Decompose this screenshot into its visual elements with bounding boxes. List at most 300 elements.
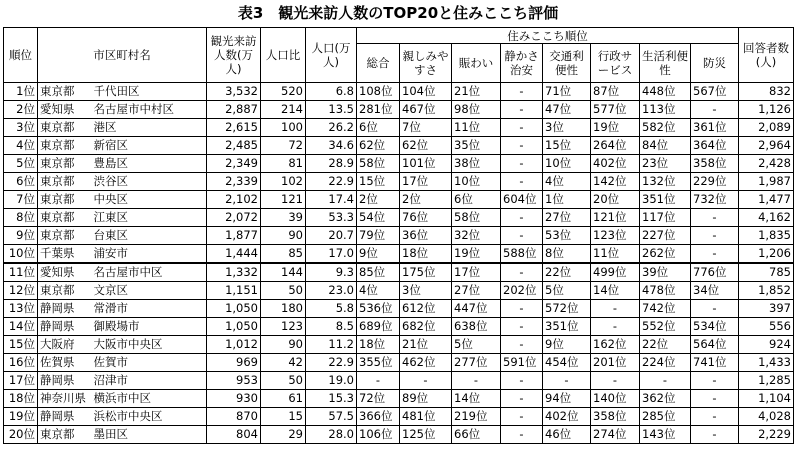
visitors-cell: 1,050 (207, 318, 261, 336)
rank-overall-cell: 689位 (357, 318, 400, 336)
rank-liveliness-cell: 447位 (452, 300, 501, 318)
rank-transport-cell: 71位 (543, 83, 591, 101)
respondents-cell: 2,964 (739, 137, 794, 155)
header-population: 人口(万人) (306, 28, 357, 83)
rank-overall-cell: 2位 (357, 191, 400, 209)
rank-transport-cell: 15位 (543, 137, 591, 155)
rank-liveliness-cell: 32位 (452, 227, 501, 245)
rank-overall-cell: - (357, 372, 400, 390)
population-cell: 15.3 (306, 390, 357, 408)
ratio-cell: 50 (261, 372, 306, 390)
rank-liveliness-cell: 10位 (452, 173, 501, 191)
rank-living-convenience-cell: 448位 (640, 83, 691, 101)
prefecture-cell: 神奈川県 (38, 390, 92, 408)
prefecture-cell: 静岡県 (38, 318, 92, 336)
respondents-cell: 1,433 (739, 354, 794, 372)
population-cell: 34.6 (306, 137, 357, 155)
ratio-cell: 50 (261, 282, 306, 300)
rank-liveliness-cell: 66位 (452, 426, 501, 444)
rank-transport-cell: 46位 (543, 426, 591, 444)
rank-transport-cell: 454位 (543, 354, 591, 372)
rank-overall-cell: 106位 (357, 426, 400, 444)
city-cell: 台東区 (92, 227, 207, 245)
population-cell: 57.5 (306, 408, 357, 426)
rank-overall-cell: 79位 (357, 227, 400, 245)
rank-liveliness-cell: 98位 (452, 101, 501, 119)
prefecture-cell: 東京都 (38, 137, 92, 155)
rank-overall-cell: 18位 (357, 336, 400, 354)
visitors-cell: 1,151 (207, 282, 261, 300)
rank-admin-service-cell: 201位 (591, 354, 640, 372)
rank-disaster-prevention-cell: 358位 (691, 155, 739, 173)
rank-quiet-safety-cell: - (501, 336, 543, 354)
rank-friendliness-cell: 101位 (400, 155, 452, 173)
city-cell: 中央区 (92, 191, 207, 209)
rank-friendliness-cell: 175位 (400, 263, 452, 282)
rank-admin-service-cell: 358位 (591, 408, 640, 426)
rank-living-convenience-cell: 143位 (640, 426, 691, 444)
rank-quiet-safety-cell: - (501, 227, 543, 245)
rank-friendliness-cell: 125位 (400, 426, 452, 444)
visitors-cell: 1,877 (207, 227, 261, 245)
header-respondents: 回答者数(人) (739, 28, 794, 83)
ratio-cell: 15 (261, 408, 306, 426)
rank-admin-service-cell: 14位 (591, 282, 640, 300)
population-cell: 28.0 (306, 426, 357, 444)
rank-living-convenience-cell: 582位 (640, 119, 691, 137)
respondents-cell: 1,126 (739, 101, 794, 119)
rank-cell: 12位 (4, 282, 38, 300)
rank-transport-cell: 572位 (543, 300, 591, 318)
rank-friendliness-cell: 467位 (400, 101, 452, 119)
rank-friendliness-cell: 682位 (400, 318, 452, 336)
header-disaster-prevention: 防災 (691, 44, 739, 83)
rank-liveliness-cell: 11位 (452, 119, 501, 137)
rank-disaster-prevention-cell: 567位 (691, 83, 739, 101)
ratio-cell: 100 (261, 119, 306, 137)
rank-transport-cell: 4位 (543, 173, 591, 191)
population-cell: 17.0 (306, 245, 357, 264)
visitors-cell: 2,485 (207, 137, 261, 155)
rank-quiet-safety-cell: 202位 (501, 282, 543, 300)
ratio-cell: 90 (261, 336, 306, 354)
respondents-cell: 1,987 (739, 173, 794, 191)
rank-living-convenience-cell: - (640, 372, 691, 390)
table-row (4, 354, 794, 372)
rank-friendliness-cell: 36位 (400, 227, 452, 245)
rank-liveliness-cell: 38位 (452, 155, 501, 173)
rank-cell: 20位 (4, 426, 38, 444)
population-cell: 22.9 (306, 354, 357, 372)
rank-living-convenience-cell: 478位 (640, 282, 691, 300)
header-liveliness: 賑わい (452, 44, 501, 83)
visitors-cell: 1,050 (207, 300, 261, 318)
table-row (4, 191, 794, 209)
rank-admin-service-cell: 123位 (591, 227, 640, 245)
rank-quiet-safety-cell: - (501, 263, 543, 282)
rank-cell: 17位 (4, 372, 38, 390)
visitors-cell: 870 (207, 408, 261, 426)
rank-liveliness-cell: 58位 (452, 209, 501, 227)
ratio-cell: 29 (261, 426, 306, 444)
respondents-cell: 397 (739, 300, 794, 318)
rank-friendliness-cell: 7位 (400, 119, 452, 137)
rank-living-convenience-cell: 224位 (640, 354, 691, 372)
respondents-cell: 4,028 (739, 408, 794, 426)
rank-quiet-safety-cell: - (501, 426, 543, 444)
ratio-cell: 61 (261, 390, 306, 408)
city-cell: 浦安市 (92, 245, 207, 264)
rank-disaster-prevention-cell: 776位 (691, 263, 739, 282)
rank-transport-cell: - (543, 372, 591, 390)
rank-liveliness-cell: 14位 (452, 390, 501, 408)
rank-disaster-prevention-cell: - (691, 227, 739, 245)
rank-cell: 9位 (4, 227, 38, 245)
ratio-cell: 214 (261, 101, 306, 119)
rank-liveliness-cell: 27位 (452, 282, 501, 300)
rank-transport-cell: 53位 (543, 227, 591, 245)
header-friendliness: 親しみやすさ (400, 44, 452, 83)
city-cell: 江東区 (92, 209, 207, 227)
rank-admin-service-cell: 162位 (591, 336, 640, 354)
rank-admin-service-cell: 121位 (591, 209, 640, 227)
respondents-cell: 1,835 (739, 227, 794, 245)
table-row (4, 245, 794, 264)
respondents-cell: 924 (739, 336, 794, 354)
respondents-cell: 832 (739, 83, 794, 101)
table-row (4, 282, 794, 300)
visitors-cell: 804 (207, 426, 261, 444)
rank-admin-service-cell: 577位 (591, 101, 640, 119)
population-cell: 28.9 (306, 155, 357, 173)
rank-living-convenience-cell: 84位 (640, 137, 691, 155)
header-rank: 順位 (4, 28, 38, 83)
table-row (4, 83, 794, 101)
rank-transport-cell: 3位 (543, 119, 591, 137)
rank-admin-service-cell: 499位 (591, 263, 640, 282)
rank-overall-cell: 58位 (357, 155, 400, 173)
prefecture-cell: 東京都 (38, 83, 92, 101)
prefecture-cell: 大阪府 (38, 336, 92, 354)
visitors-cell: 2,102 (207, 191, 261, 209)
rank-liveliness-cell: 35位 (452, 137, 501, 155)
header-admin-service: 行政サービス (591, 44, 640, 83)
respondents-cell: 785 (739, 263, 794, 282)
rank-cell: 5位 (4, 155, 38, 173)
table-row (4, 155, 794, 173)
rank-quiet-safety-cell: 588位 (501, 245, 543, 264)
rank-liveliness-cell: 19位 (452, 245, 501, 264)
table-row (4, 318, 794, 336)
rank-admin-service-cell: 20位 (591, 191, 640, 209)
rank-cell: 8位 (4, 209, 38, 227)
visitors-cell: 2,072 (207, 209, 261, 227)
rank-liveliness-cell: 17位 (452, 263, 501, 282)
ratio-cell: 180 (261, 300, 306, 318)
rank-living-convenience-cell: 742位 (640, 300, 691, 318)
rank-liveliness-cell: 277位 (452, 354, 501, 372)
table-row (4, 300, 794, 318)
city-cell: 横浜市中区 (92, 390, 207, 408)
visitors-cell: 1,012 (207, 336, 261, 354)
ratio-cell: 81 (261, 155, 306, 173)
rank-liveliness-cell: - (452, 372, 501, 390)
rank-admin-service-cell: 11位 (591, 245, 640, 264)
population-cell: 11.2 (306, 336, 357, 354)
rank-admin-service-cell: - (591, 300, 640, 318)
header-quiet-safety: 静かさ治安 (501, 44, 543, 83)
rank-disaster-prevention-cell: - (691, 408, 739, 426)
ratio-cell: 520 (261, 83, 306, 101)
rank-living-convenience-cell: 113位 (640, 101, 691, 119)
rank-overall-cell: 85位 (357, 263, 400, 282)
rank-friendliness-cell: 2位 (400, 191, 452, 209)
ratio-cell: 90 (261, 227, 306, 245)
rank-living-convenience-cell: 22位 (640, 336, 691, 354)
rank-admin-service-cell: 142位 (591, 173, 640, 191)
rank-quiet-safety-cell: - (501, 390, 543, 408)
rank-quiet-safety-cell: - (501, 155, 543, 173)
rank-disaster-prevention-cell: - (691, 372, 739, 390)
ratio-cell: 123 (261, 318, 306, 336)
table-row (4, 390, 794, 408)
ratio-cell: 85 (261, 245, 306, 264)
rank-quiet-safety-cell: - (501, 137, 543, 155)
ratio-cell: 42 (261, 354, 306, 372)
rank-overall-cell: 15位 (357, 173, 400, 191)
ratio-cell: 144 (261, 263, 306, 282)
population-cell: 17.4 (306, 191, 357, 209)
rank-living-convenience-cell: 39位 (640, 263, 691, 282)
population-cell: 8.5 (306, 318, 357, 336)
rank-liveliness-cell: 21位 (452, 83, 501, 101)
table-row (4, 173, 794, 191)
visitors-cell: 2,339 (207, 173, 261, 191)
city-cell: 常滑市 (92, 300, 207, 318)
rank-cell: 10位 (4, 245, 38, 264)
city-cell: 御殿場市 (92, 318, 207, 336)
rank-living-convenience-cell: 285位 (640, 408, 691, 426)
rank-admin-service-cell: 402位 (591, 155, 640, 173)
rank-quiet-safety-cell: 604位 (501, 191, 543, 209)
prefecture-cell: 東京都 (38, 191, 92, 209)
rank-disaster-prevention-cell: - (691, 390, 739, 408)
header-city: 市区町村名 (38, 28, 207, 83)
table-row (4, 209, 794, 227)
respondents-cell: 4,162 (739, 209, 794, 227)
rank-cell: 2位 (4, 101, 38, 119)
respondents-cell: 1,852 (739, 282, 794, 300)
prefecture-cell: 愛知県 (38, 263, 92, 282)
rank-transport-cell: 27位 (543, 209, 591, 227)
prefecture-cell: 東京都 (38, 173, 92, 191)
rank-cell: 3位 (4, 119, 38, 137)
rank-friendliness-cell: 21位 (400, 336, 452, 354)
rank-friendliness-cell: 481位 (400, 408, 452, 426)
prefecture-cell: 千葉県 (38, 245, 92, 264)
rank-transport-cell: 22位 (543, 263, 591, 282)
rank-friendliness-cell: 462位 (400, 354, 452, 372)
header-overall: 総合 (357, 44, 400, 83)
rank-overall-cell: 355位 (357, 354, 400, 372)
rank-cell: 11位 (4, 263, 38, 282)
rank-friendliness-cell: 104位 (400, 83, 452, 101)
rank-friendliness-cell: 18位 (400, 245, 452, 264)
rank-transport-cell: 1位 (543, 191, 591, 209)
rank-living-convenience-cell: 552位 (640, 318, 691, 336)
rank-quiet-safety-cell: - (501, 209, 543, 227)
visitors-cell: 1,444 (207, 245, 261, 264)
visitors-cell: 2,887 (207, 101, 261, 119)
rank-liveliness-cell: 5位 (452, 336, 501, 354)
visitors-cell: 2,615 (207, 119, 261, 137)
rank-friendliness-cell: 17位 (400, 173, 452, 191)
rank-liveliness-cell: 219位 (452, 408, 501, 426)
rank-transport-cell: 5位 (543, 282, 591, 300)
rank-friendliness-cell: 612位 (400, 300, 452, 318)
rank-overall-cell: 4位 (357, 282, 400, 300)
rank-admin-service-cell: 87位 (591, 83, 640, 101)
tourism-ranking-table (3, 27, 794, 444)
visitors-cell: 930 (207, 390, 261, 408)
table-row (4, 263, 794, 282)
rank-disaster-prevention-cell: 361位 (691, 119, 739, 137)
rank-cell: 6位 (4, 173, 38, 191)
table-row (4, 372, 794, 390)
city-cell: 大阪市中央区 (92, 336, 207, 354)
rank-friendliness-cell: 3位 (400, 282, 452, 300)
rank-disaster-prevention-cell: 34位 (691, 282, 739, 300)
rank-liveliness-cell: 638位 (452, 318, 501, 336)
ratio-cell: 39 (261, 209, 306, 227)
rank-overall-cell: 54位 (357, 209, 400, 227)
rank-quiet-safety-cell: - (501, 372, 543, 390)
rank-transport-cell: 94位 (543, 390, 591, 408)
population-cell: 20.7 (306, 227, 357, 245)
table-row (4, 119, 794, 137)
rank-friendliness-cell: 89位 (400, 390, 452, 408)
population-cell: 5.8 (306, 300, 357, 318)
table-row (4, 137, 794, 155)
visitors-cell: 953 (207, 372, 261, 390)
prefecture-cell: 東京都 (38, 119, 92, 137)
population-cell: 19.0 (306, 372, 357, 390)
rank-disaster-prevention-cell: 229位 (691, 173, 739, 191)
rank-disaster-prevention-cell: 732位 (691, 191, 739, 209)
table-row (4, 101, 794, 119)
rank-living-convenience-cell: 132位 (640, 173, 691, 191)
rank-quiet-safety-cell: - (501, 408, 543, 426)
prefecture-cell: 静岡県 (38, 300, 92, 318)
rank-disaster-prevention-cell: 564位 (691, 336, 739, 354)
rank-overall-cell: 6位 (357, 119, 400, 137)
respondents-cell: 2,229 (739, 426, 794, 444)
city-cell: 文京区 (92, 282, 207, 300)
population-cell: 13.5 (306, 101, 357, 119)
rank-cell: 14位 (4, 318, 38, 336)
city-cell: 名古屋市中村区 (92, 101, 207, 119)
rank-cell: 18位 (4, 390, 38, 408)
rank-transport-cell: 47位 (543, 101, 591, 119)
rank-quiet-safety-cell: - (501, 83, 543, 101)
respondents-cell: 1,104 (739, 390, 794, 408)
population-cell: 23.0 (306, 282, 357, 300)
rank-quiet-safety-cell: - (501, 300, 543, 318)
population-cell: 53.3 (306, 209, 357, 227)
visitors-cell: 1,332 (207, 263, 261, 282)
rank-disaster-prevention-cell: - (691, 300, 739, 318)
visitors-cell: 969 (207, 354, 261, 372)
prefecture-cell: 東京都 (38, 209, 92, 227)
city-cell: 名古屋市中区 (92, 263, 207, 282)
rank-quiet-safety-cell: - (501, 318, 543, 336)
rank-disaster-prevention-cell: - (691, 245, 739, 264)
rank-quiet-safety-cell: - (501, 119, 543, 137)
header-living-convenience: 生活利便性 (640, 44, 691, 83)
rank-overall-cell: 281位 (357, 101, 400, 119)
city-cell: 沼津市 (92, 372, 207, 390)
ratio-cell: 102 (261, 173, 306, 191)
prefecture-cell: 佐賀県 (38, 354, 92, 372)
rank-transport-cell: 351位 (543, 318, 591, 336)
rank-transport-cell: 10位 (543, 155, 591, 173)
prefecture-cell: 東京都 (38, 227, 92, 245)
city-cell: 渋谷区 (92, 173, 207, 191)
respondents-cell: 2,089 (739, 119, 794, 137)
rank-overall-cell: 72位 (357, 390, 400, 408)
table-row (4, 336, 794, 354)
respondents-cell: 2,428 (739, 155, 794, 173)
respondents-cell: 1,285 (739, 372, 794, 390)
rank-living-convenience-cell: 362位 (640, 390, 691, 408)
header-visitors: 観光来訪人数(万人) (207, 28, 261, 83)
city-cell: 佐賀市 (92, 354, 207, 372)
rank-admin-service-cell: 264位 (591, 137, 640, 155)
rank-quiet-safety-cell: - (501, 173, 543, 191)
city-cell: 墨田区 (92, 426, 207, 444)
rank-transport-cell: 402位 (543, 408, 591, 426)
rank-friendliness-cell: 62位 (400, 137, 452, 155)
rank-disaster-prevention-cell: - (691, 426, 739, 444)
rank-cell: 19位 (4, 408, 38, 426)
header-sumikokochi-group: 住みここち順位 (357, 28, 739, 44)
rank-disaster-prevention-cell: 534位 (691, 318, 739, 336)
rank-liveliness-cell: 6位 (452, 191, 501, 209)
rank-disaster-prevention-cell: - (691, 101, 739, 119)
rank-transport-cell: 9位 (543, 336, 591, 354)
prefecture-cell: 静岡県 (38, 408, 92, 426)
header-transport: 交通利便性 (543, 44, 591, 83)
rank-overall-cell: 62位 (357, 137, 400, 155)
rank-disaster-prevention-cell: 364位 (691, 137, 739, 155)
table-title: 表3 観光来訪人数のTOP20と住みここち評価 (237, 4, 559, 22)
rank-disaster-prevention-cell: - (691, 209, 739, 227)
rank-overall-cell: 9位 (357, 245, 400, 264)
population-cell: 26.2 (306, 119, 357, 137)
rank-living-convenience-cell: 262位 (640, 245, 691, 264)
rank-admin-service-cell: 140位 (591, 390, 640, 408)
rank-cell: 1位 (4, 83, 38, 101)
rank-cell: 7位 (4, 191, 38, 209)
city-cell: 千代田区 (92, 83, 207, 101)
rank-disaster-prevention-cell: 741位 (691, 354, 739, 372)
population-cell: 22.9 (306, 173, 357, 191)
respondents-cell: 1,477 (739, 191, 794, 209)
prefecture-cell: 東京都 (38, 282, 92, 300)
visitors-cell: 3,532 (207, 83, 261, 101)
rank-cell: 16位 (4, 354, 38, 372)
rank-overall-cell: 108位 (357, 83, 400, 101)
